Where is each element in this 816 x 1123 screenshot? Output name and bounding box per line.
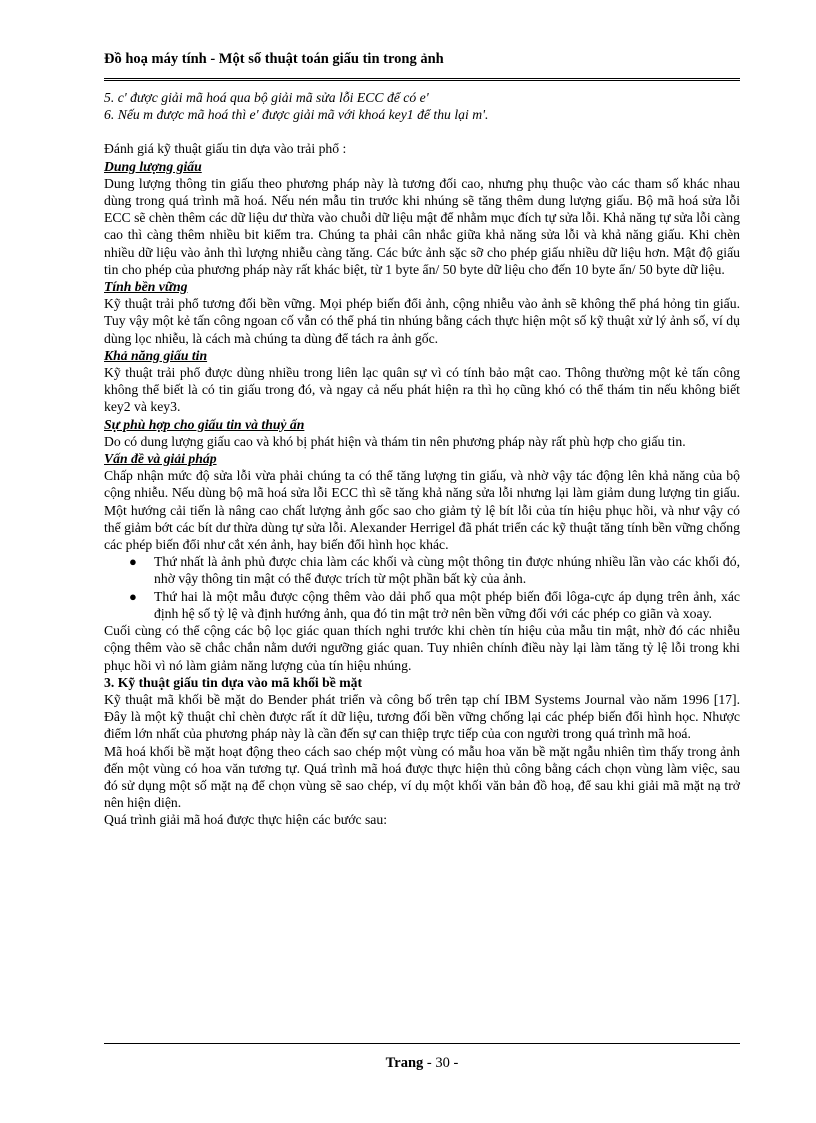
section-heading-problem: Vấn đề và giải pháp bbox=[104, 451, 217, 467]
bullet-text: Thứ hai là một mẫu được cộng thêm vào dải phổ qua một phép biến đổi lôga-cực áp dụng trên ảnh, xác định hệ số tỷ lệ và định hướng ảnh, qua đó tin mật trở nên bền vững đối với các phép co giãn và xoay. bbox=[154, 588, 740, 621]
page-footer bbox=[104, 1055, 740, 1072]
footer-rule bbox=[104, 1043, 740, 1044]
page-content bbox=[104, 89, 740, 829]
section-3-paragraph: Quá trình giải mã hoá được thực hiện các bước sau: bbox=[104, 812, 388, 828]
section-body-hiding-ability: Kỹ thuật trải phổ được dùng nhiều trong liên lạc quân sự vì có tính bảo mật cao. Thông thường một kẻ tấn công không thể biết là có tin giấu trong đó, và ngay cả nếu phát hiện ra thì họ cũng khó có thể thám tin nếu không biết key2 và key3. bbox=[104, 365, 740, 415]
bullet-icon: ● bbox=[129, 588, 137, 604]
section-body-robustness: Kỹ thuật trải phổ tương đối bền vững. Mọi phép biến đổi ảnh, cộng nhiễu vào ảnh sẽ không thể phá hỏng tin giấu. Tuy vậy một kẻ tấn công ngoan cố vẫn có thể phá tin nhúng bằng cách thực hiện một số kỹ thuật xử lý ảnh số, ví dụ dùng lọc nhiễu, là cách mà chúng ta dùng để tách ra ảnh gốc. bbox=[104, 296, 740, 346]
section-heading-suitability: Sự phù hợp cho giấu tin và thuỷ ấn bbox=[104, 416, 305, 432]
section-body-capacity: Dung lượng thông tin giấu theo phương pháp này là tương đối cao, nhưng phụ thuộc vào các tham số khác nhau dùng trong quá trình mã hoá. Nếu nén mẫu tin trước khi nhúng sẽ tăng thêm dung lượng giấu. Bộ mã hoá sửa lỗi ECC sẽ chèn thêm các dữ liệu dư thừa vào chuỗi dữ liệu mật để nhằm mục đích tự sửa lỗi. Khả năng tự sửa lỗi càng cao thì càng thêm nhiều bit kiểm tra. Chúng ta phải cân nhắc giữa khả năng sửa lỗi và khả năng giấu. Khi chèn nhiều dữ liệu vào ảnh thì lượng nhiễu càng tăng. Các bức ảnh sặc sỡ cho phép giấu nhiều dữ liệu hơn. Mật độ giấu tin cho phép của phương pháp này rất khác biệt, từ 1 byte ẩn/ 50 byte dữ liệu cho đến 10 byte ẩn/ 50 byte dữ liệu. bbox=[104, 175, 740, 277]
step-5: 5. c' được giải mã hoá qua bộ giải mã sửa lỗi ECC để có e' bbox=[104, 90, 429, 105]
header-title: Đồ hoạ máy tính - Một số thuật toán giấu tin trong ảnh bbox=[104, 51, 444, 67]
spacer bbox=[104, 123, 740, 140]
section-3-paragraph: Mã hoá khối bề mặt hoạt động theo cách sao chép một vùng có mẫu hoa văn bề mặt ngẫu nhiên tìm thấy trong ảnh đến một vùng có hoa văn tương tự. Quá trình mã hoá được thực hiện thủ công bằng cách chọn vùng làm việc, sau đó sử dụng một số mặt nạ để chọn vùng sẽ sao chép, ví dụ một khối văn bản đồ hoạ, để sau khi giải mã mặt nạ trở nên hiện diện. bbox=[104, 743, 740, 811]
section-heading-capacity: Dung lượng giấu bbox=[104, 158, 202, 174]
page-label: Trang bbox=[385, 1055, 424, 1071]
bullet-list bbox=[104, 553, 740, 622]
page-header bbox=[104, 50, 740, 68]
bullet-icon: ● bbox=[129, 554, 137, 570]
section-body-problem: Chấp nhận mức độ sửa lỗi vừa phải chúng ta có thể tăng lượng tin giấu, và nhờ vậy tác động lên khả năng của bộ cộng nhiễu. Nếu dùng bộ mã hoá sửa lỗi ECC thì sẽ tăng khả năng sửa lỗi nhưng lại làm giảm dung lượng tin giấu. Một hướng cải tiến là nâng cao chất lượng ảnh gốc sao cho giảm tỷ lệ bít lỗi của tín hiệu phục hồi, và như vậy có thể giảm bớt các bít dư thừa dùng tự sửa lỗi. Alexander Herrigel đã phát triển các kỹ thuật tăng tính bền vững chống các phép biến đổi như cắt xén ảnh, hay biến đổi hình học khác. bbox=[104, 468, 740, 553]
list-item bbox=[104, 588, 740, 622]
list-item bbox=[104, 553, 740, 587]
section-body-suitability: Do có dung lượng giấu cao và khó bị phát hiện và thám tin nên phương pháp này rất phù hợp cho giấu tin. bbox=[104, 433, 686, 449]
problem-closing: Cuối cùng có thể cộng các bộ lọc giác quan thích nghi trước khi chèn tín hiệu của mẫu tin mật, nhờ đó các nhiễu cộng thêm vào sẽ chắc chắn nằm dưới ngưỡng giác quan. Tuy nhiên chính điều này lại làm tăng tỷ lệ lỗi trong khi phục hồi vì nó làm giảm năng lượng của tín hiệu nhúng. bbox=[104, 623, 740, 673]
section-heading-robustness: Tính bền vững bbox=[104, 279, 188, 295]
page-number: - 30 - bbox=[426, 1055, 459, 1071]
section-3-paragraph: Kỹ thuật mã khối bề mặt do Bender phát triển và công bố trên tạp chí IBM Systems Journal vào năm 1996 [17]. Đây là một kỹ thuật chỉ chèn được rất ít dữ liệu, tương đối bền vững chống lại các phép biến đổi hình học. Nhược điểm lớn nhất của phương pháp này là cần đến sự can thiệp trực tiếp của con người trong quá trình mã hoá. bbox=[104, 691, 740, 742]
intro-line: Đánh giá kỹ thuật giấu tin dựa vào trải phổ : bbox=[104, 141, 347, 157]
section-heading-hiding-ability: Khả năng giấu tin bbox=[104, 347, 208, 363]
bullet-text: Thứ nhất là ảnh phủ được chia làm các khối và cùng một thông tin được nhúng nhiều lần vào các khối đó, nhờ vậy thông tin mật có thể được trích từ một phần bất kỳ của ảnh. bbox=[154, 554, 740, 587]
step-6: 6. Nếu m được mã hoá thì e' được giải mã với khoá key1 để thu lại m'. bbox=[104, 107, 489, 123]
header-rule bbox=[104, 78, 740, 81]
section-3-title: 3. Kỹ thuật giấu tin dựa vào mã khối bề mặt bbox=[104, 674, 363, 690]
